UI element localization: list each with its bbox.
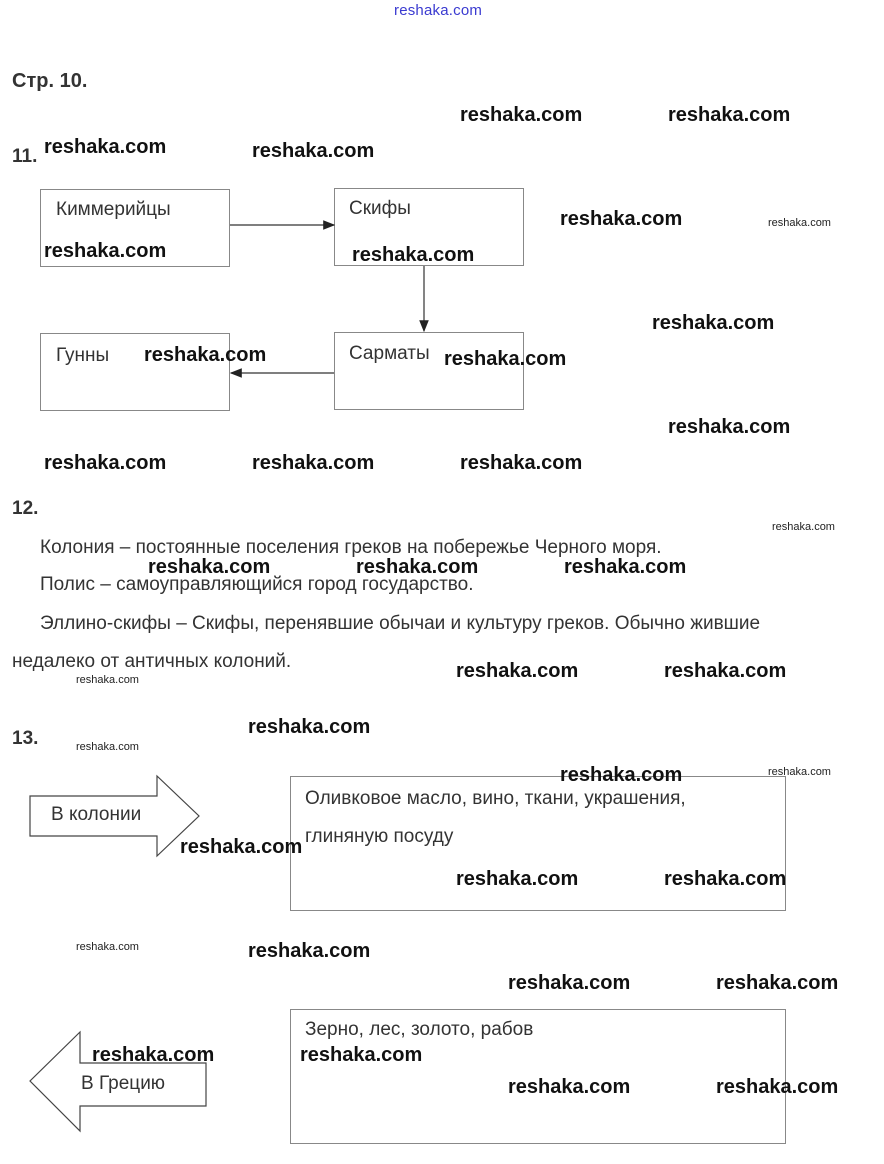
box-sarmatians-label: Сарматы xyxy=(349,343,430,364)
watermark: reshaka.com xyxy=(92,1044,215,1066)
watermark: reshaka.com xyxy=(356,556,479,578)
watermark: reshaka.com xyxy=(352,244,475,266)
watermark-small: reshaka.com xyxy=(772,521,835,533)
watermark: reshaka.com xyxy=(560,208,683,230)
watermark: reshaka.com xyxy=(564,556,687,578)
watermark: reshaka.com xyxy=(444,348,567,370)
watermark: reshaka.com xyxy=(180,836,303,858)
watermark: reshaka.com xyxy=(44,136,167,158)
to-colonies-goods-line2: глиняную посуду xyxy=(305,826,454,847)
watermark: reshaka.com xyxy=(460,452,583,474)
watermark: reshaka.com xyxy=(300,1044,423,1066)
watermark-small: reshaka.com xyxy=(76,674,139,686)
box-cimmerians-label: Киммерийцы xyxy=(56,199,171,220)
watermark: reshaka.com xyxy=(44,240,167,262)
watermark: reshaka.com xyxy=(460,104,583,126)
to-colonies-label: В колонии xyxy=(51,804,142,825)
site-header-link[interactable]: reshaka.com xyxy=(394,2,483,19)
watermark-small: reshaka.com xyxy=(76,741,139,753)
to-greece-label: В Грецию xyxy=(81,1073,166,1094)
watermark: reshaka.com xyxy=(668,104,791,126)
watermark: reshaka.com xyxy=(664,660,787,682)
watermark: reshaka.com xyxy=(252,452,375,474)
watermark: reshaka.com xyxy=(248,940,371,962)
box-huns-label: Гунны xyxy=(56,345,110,366)
watermark: reshaka.com xyxy=(144,344,267,366)
watermark: reshaka.com xyxy=(248,716,371,738)
box-scythians-label: Скифы xyxy=(349,198,411,219)
page-label: Стр. 10. xyxy=(12,70,88,92)
task-12-number: 12. xyxy=(12,498,39,519)
definition-colony: Колония – постоянные поселения греков на побережье Черного моря. xyxy=(40,537,662,558)
definition-hellenic-scythians-cont: недалеко от античных колоний. xyxy=(12,651,292,672)
watermark: reshaka.com xyxy=(252,140,375,162)
watermark: reshaka.com xyxy=(508,972,631,994)
watermark: reshaka.com xyxy=(456,868,579,890)
watermark-small: reshaka.com xyxy=(768,217,831,229)
watermark-small: reshaka.com xyxy=(76,941,139,953)
to-colonies-goods-line1: Оливковое масло, вино, ткани, украшения, xyxy=(305,788,686,809)
watermark: reshaka.com xyxy=(652,312,775,334)
watermark-small: reshaka.com xyxy=(768,766,831,778)
watermark: reshaka.com xyxy=(664,868,787,890)
task-11-number: 11. xyxy=(12,146,38,167)
definition-hellenic-scythians: Эллино-скифы – Скифы, перенявшие обычаи и культуру греков. Обычно жившие xyxy=(40,613,761,634)
watermark: reshaka.com xyxy=(716,972,839,994)
task-13-number: 13. xyxy=(12,728,39,749)
watermark: reshaka.com xyxy=(148,556,271,578)
watermark: reshaka.com xyxy=(456,660,579,682)
definition-polis: Полис – самоуправляющийся город государство. xyxy=(40,574,474,595)
to-greece-goods-text: Зерно, лес, золото, рабов xyxy=(305,1019,534,1040)
watermark: reshaka.com xyxy=(560,764,683,786)
watermark: reshaka.com xyxy=(716,1076,839,1098)
watermark: reshaka.com xyxy=(44,452,167,474)
watermark: reshaka.com xyxy=(508,1076,631,1098)
watermark: reshaka.com xyxy=(668,416,791,438)
